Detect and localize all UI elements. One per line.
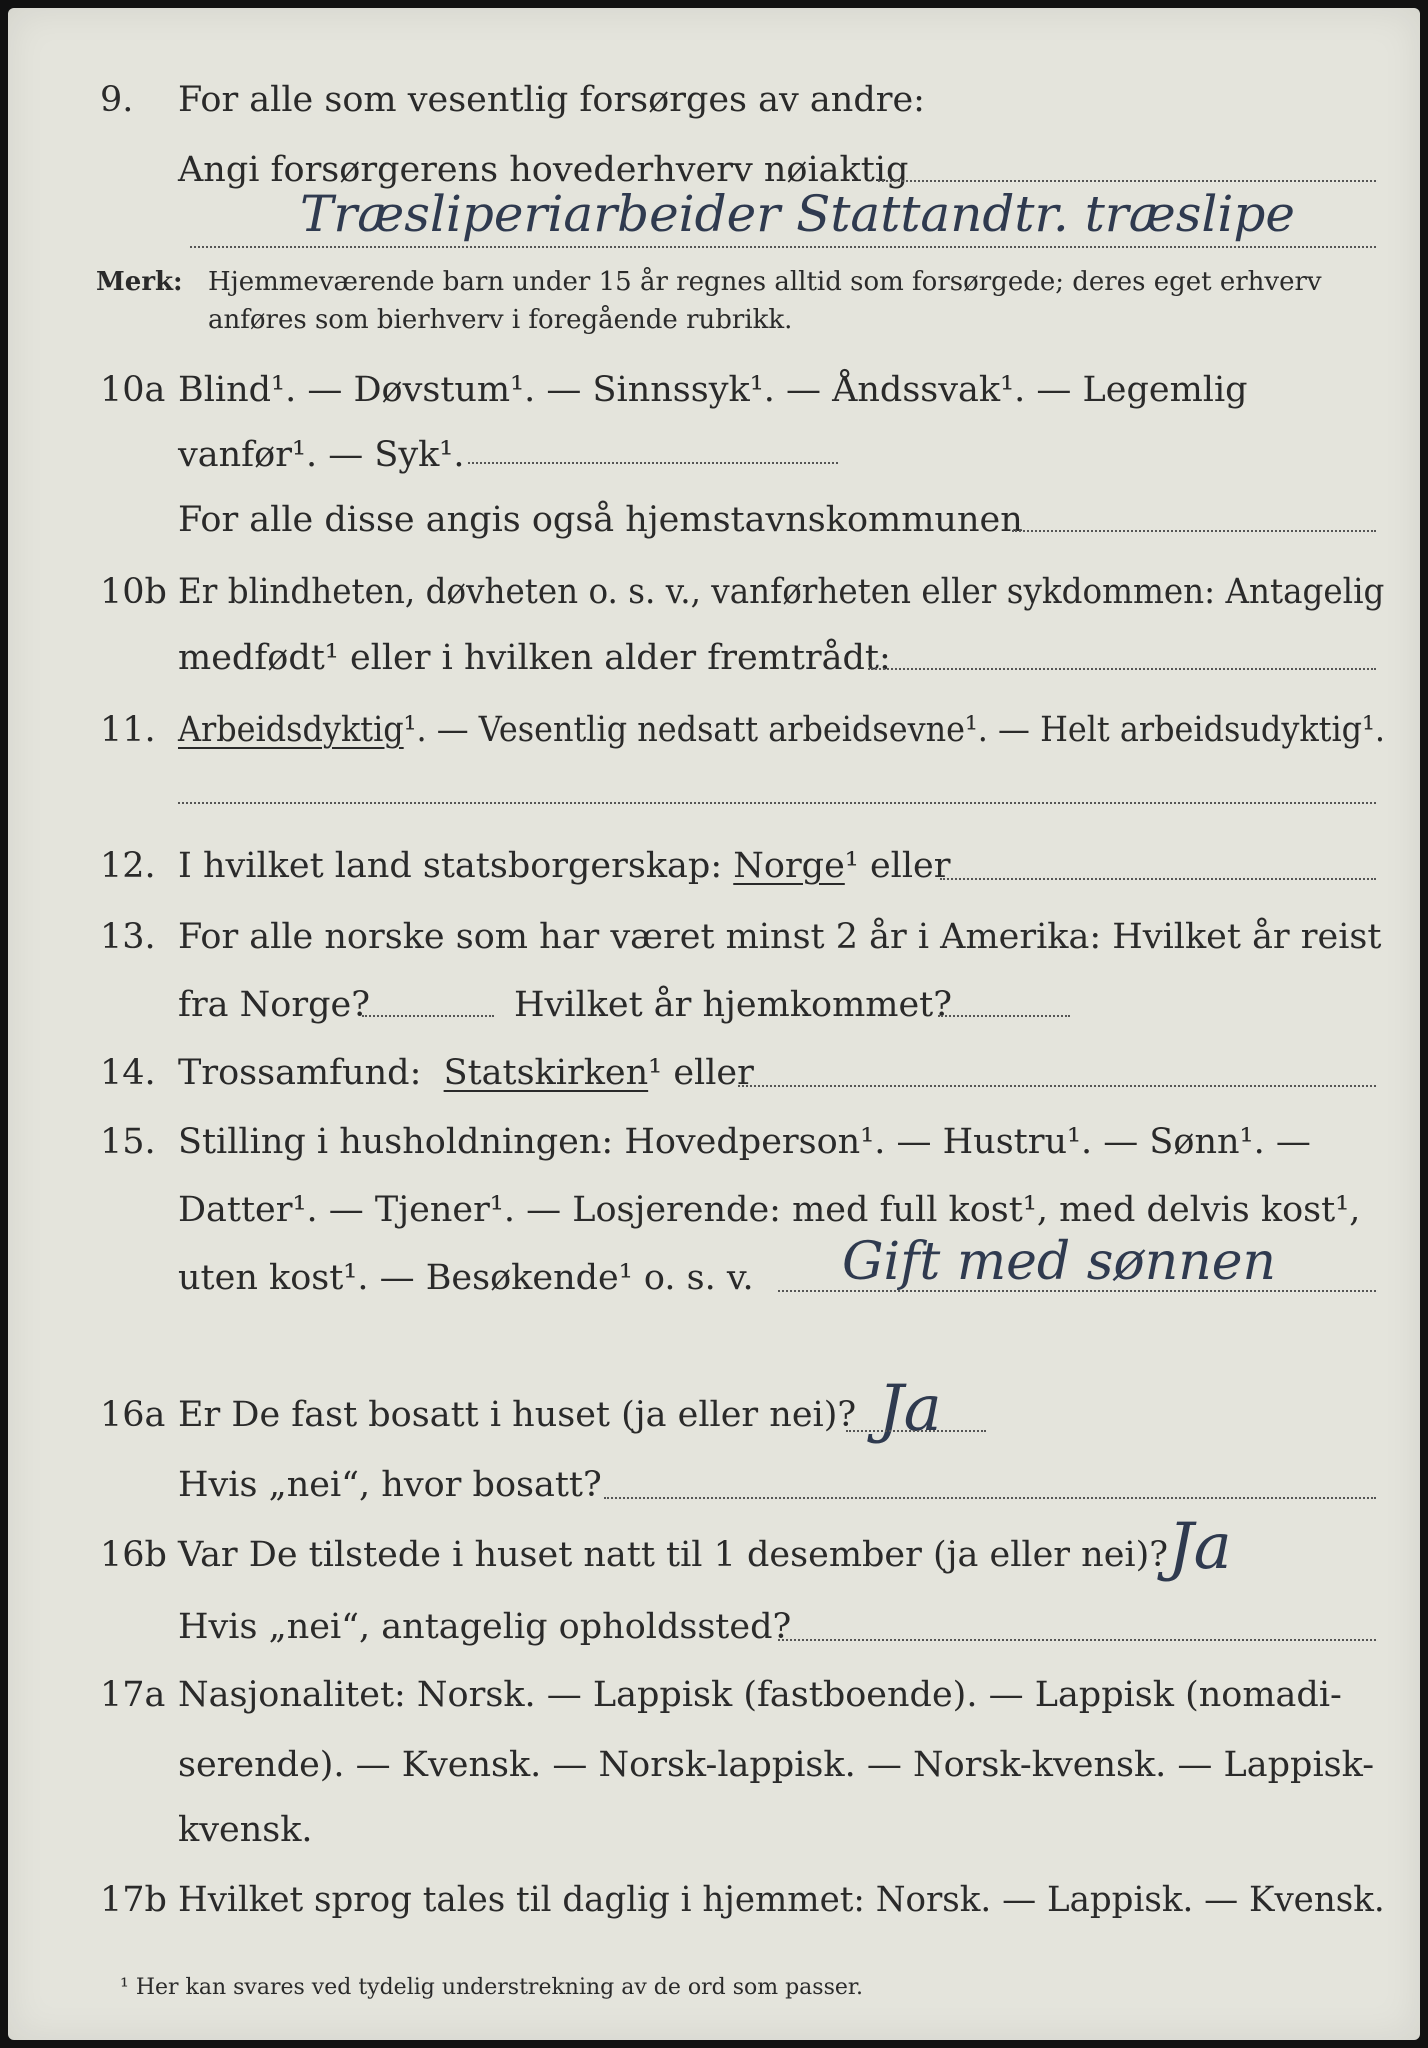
q10a-text-2: vanfør¹. — Syk¹. [178,435,465,475]
q16b-dotted-line [778,1639,1376,1641]
q9-answer-line [190,246,1376,248]
q14-selected-option: Statskirken [443,1053,649,1093]
q16a-number: 16a [100,1395,166,1435]
q10a-dotted-line-2 [1012,530,1376,532]
q15-row [0,1112,1428,1172]
q12-row [0,836,1428,896]
q16a-dotted-line-2 [604,1497,1376,1499]
q12-number: 12. [100,846,156,886]
q16a-row-2 [0,1455,1428,1515]
merk-row [0,262,1428,302]
q15-text-3: uten kost¹. — Besøkende¹ o. s. v. [178,1258,754,1298]
q13-text: For alle norske som har været minst 2 år i Amerika: Hvilket år reist [178,917,1382,957]
q10a-row [0,360,1428,420]
q13-dotted-line-2 [938,1015,1070,1017]
q9-number: 9. [100,80,134,120]
merk-text-2: anføres som bierhverv i foregående rubrikk. [208,305,793,335]
q17a-text-2: serende). — Kvensk. — Norsk-lappisk. — Norsk-kvensk. — Lappisk- [178,1745,1375,1785]
q13-row-2 [0,975,1428,1035]
q17a-row-3 [0,1800,1428,1860]
q9-dotted-line [878,180,1376,182]
q14-row [0,1043,1428,1103]
q10b-row [0,562,1428,622]
q15-handwritten-answer: Gift med sønnen [842,1232,1276,1292]
q10b-text: Er blindheten, døvheten o. s. v., vanførheten eller sykdommen: Antagelig [178,572,1385,612]
q13-dotted-line [362,1015,494,1017]
q17a-row [0,1665,1428,1725]
q11-selected-option: Arbeidsdyktig [178,710,404,750]
q15-row-2 [0,1180,1428,1240]
q16a-text-2: Hvis „nei“, hvor bosatt? [178,1465,602,1505]
q16b-row-2 [0,1597,1428,1657]
q16b-text-2: Hvis „nei“, antagelig opholdssted? [178,1607,792,1647]
q11-dotted-line [178,802,1376,804]
q15-text-2: Datter¹. — Tjener¹. — Losjerende: med full kost¹, med delvis kost¹, [178,1190,1361,1230]
q14-post: ¹ eller [648,1053,754,1093]
q13-text-2b: Hvilket år hjemkommet? [514,985,953,1025]
q9-row [0,70,1428,130]
q9-handwritten-answer: Træsliperiarbeider Stattandtr. træslipe [300,185,1295,243]
merk-row-2 [0,300,1428,340]
q17a-row-2 [0,1735,1428,1795]
q12-text [178,836,951,896]
q17a-number: 17a [100,1675,166,1715]
q17b-row [0,1870,1428,1930]
q10b-row-2 [0,628,1428,688]
q11-row [0,700,1428,760]
q10a-row-3 [0,490,1428,550]
q13-text-2a: fra Norge? [178,985,370,1025]
q10b-number: 10b [100,572,167,612]
merk-text: Hjemmeværende barn under 15 år regnes alltid som forsørgede; deres eget erhverv [208,267,1322,297]
q11-text [178,700,1385,760]
q16b-text: Var De tilstede i huset natt til 1 desember (ja eller nei)? [178,1535,1169,1575]
q17b-number: 17b [100,1880,167,1920]
q10a-number: 10a [100,370,166,410]
q17a-text-3: kvensk. [178,1810,313,1850]
q10b-text-2: medfødt¹ eller i hvilken alder fremtrådt: [178,638,891,678]
q11-rest: ¹. — Vesentlig nedsatt arbeidsevne¹. — Helt arbeidsudyktig¹. [403,710,1386,750]
q12-dotted-line [940,878,1376,880]
q16a-dotted-line [846,1430,986,1432]
q16a-text: Er De fast bosatt i huset (ja eller nei)? [178,1395,857,1435]
q14-number: 14. [100,1053,156,1093]
q12-selected-option: Norge [733,846,845,886]
q13-number: 13. [100,917,156,957]
q14-dotted-line [738,1085,1376,1087]
q10a-text: Blind¹. — Døvstum¹. — Sinnssyk¹. — Åndssvak¹. — Legemlig [178,370,1248,410]
q11-number: 11. [100,710,156,750]
q10a-dotted-line [468,462,838,464]
q16a-row [0,1385,1428,1445]
q10a-text-3: For alle disse angis også hjemstavnskommunen [178,500,1023,540]
q16b-number: 16b [100,1535,167,1575]
q14-pre: Trossamfund: [178,1053,422,1093]
q12-post: ¹ eller [844,846,951,886]
q16a-handwritten-answer: Ja [878,1372,942,1446]
q15-text: Stilling i husholdningen: Hovedperson¹. — Hustru¹. — Sønn¹. — [178,1122,1311,1162]
q12-pre: I hvilket land statsborgerskap: [178,846,723,886]
q15-number: 15. [100,1122,156,1162]
q9-text-2: Angi forsørgerens hovederhverv nøiaktig [178,150,909,190]
q16b-handwritten-answer: Ja [1168,1510,1232,1584]
merk-label: Merk: [96,267,183,297]
q10a-row-2 [0,425,1428,485]
q14-text [178,1043,754,1103]
q9-text: For alle som vesentlig forsørges av andre: [178,80,925,120]
q17b-text: Hvilket sprog tales til daglig i hjemmet: Norsk. — Lappisk. — Kvensk. [178,1880,1385,1920]
footnote: ¹ Her kan svares ved tydelig understrekning av de ord som passer. [120,1975,863,2000]
q10b-dotted-line [868,668,1376,670]
q17a-text: Nasjonalitet: Norsk. — Lappisk (fastboende). — Lappisk (nomadi- [178,1675,1342,1715]
q13-row [0,907,1428,967]
